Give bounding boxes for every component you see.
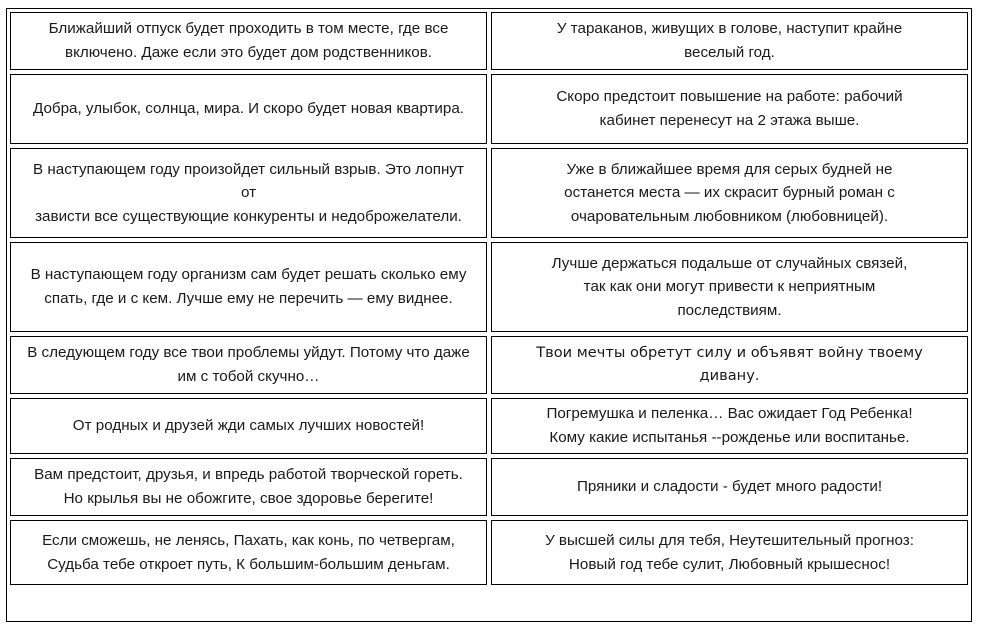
- prediction-cell: Вам предстоит, друзья, и впредь работой творческой гореть. Но крылья вы не обожгите, свое здоровье берегите!: [10, 458, 487, 516]
- prediction-cell: Ближайший отпуск будет проходить в том месте, где все включено. Даже если это будет дом родственников.: [10, 12, 487, 70]
- table-row: [10, 520, 968, 585]
- prediction-cell: От родных и друзей жди самых лучших новостей!: [10, 398, 487, 454]
- table-row: [10, 398, 968, 454]
- prediction-cell: В наступающем году организм сам будет решать сколько ему спать, где и с кем. Лучше ему не перечить — ему виднее.: [10, 242, 487, 332]
- prediction-cell: У тараканов, живущих в голове, наступит крайне веселый год.: [491, 12, 968, 70]
- table-row: [10, 74, 968, 144]
- prediction-cell: В следующем году все твои проблемы уйдут. Потому что даже им с тобой скучно…: [10, 336, 487, 394]
- prediction-cell: Уже в ближайшее время для серых будней не останется места — их скрасит бурный роман с очаровательным любовником (любовницей).: [491, 148, 968, 238]
- table-row: [10, 12, 968, 70]
- table-row: [10, 336, 968, 394]
- table-row: [10, 242, 968, 332]
- prediction-cell: Скоро предстоит повышение на работе: рабочий кабинет перенесут на 2 этажа выше.: [491, 74, 968, 144]
- prediction-cell: Добра, улыбок, солнца, мира. И скоро будет новая квартира.: [10, 74, 487, 144]
- prediction-cell: Пряники и сладости - будет много радости!: [491, 458, 968, 516]
- prediction-cell: У высшей силы для тебя, Неутешительный прогноз: Новый год тебе сулит, Любовный крышеснос!: [491, 520, 968, 585]
- prediction-cell: Если сможешь, не ленясь, Пахать, как конь, по четвергам, Судьба тебе откроет путь, К большим-большим деньгам.: [10, 520, 487, 585]
- prediction-cell: Погремушка и пеленка… Вас ожидает Год Ребенка! Кому какие испытанья --рожденье или воспитанье.: [491, 398, 968, 454]
- prediction-cell: В наступающем году произойдет сильный взрыв. Это лопнут от зависти все существующие конкуренты и недоброжелатели.: [10, 148, 487, 238]
- predictions-table: [6, 8, 972, 622]
- prediction-cell: Лучше держаться подальше от случайных связей, так как они могут привести к неприятным последствиям.: [491, 242, 968, 332]
- table-row: [10, 148, 968, 238]
- table-row: [10, 458, 968, 516]
- prediction-cell: Твои мечты обретут силу и объявят войну твоему дивану.: [491, 336, 968, 394]
